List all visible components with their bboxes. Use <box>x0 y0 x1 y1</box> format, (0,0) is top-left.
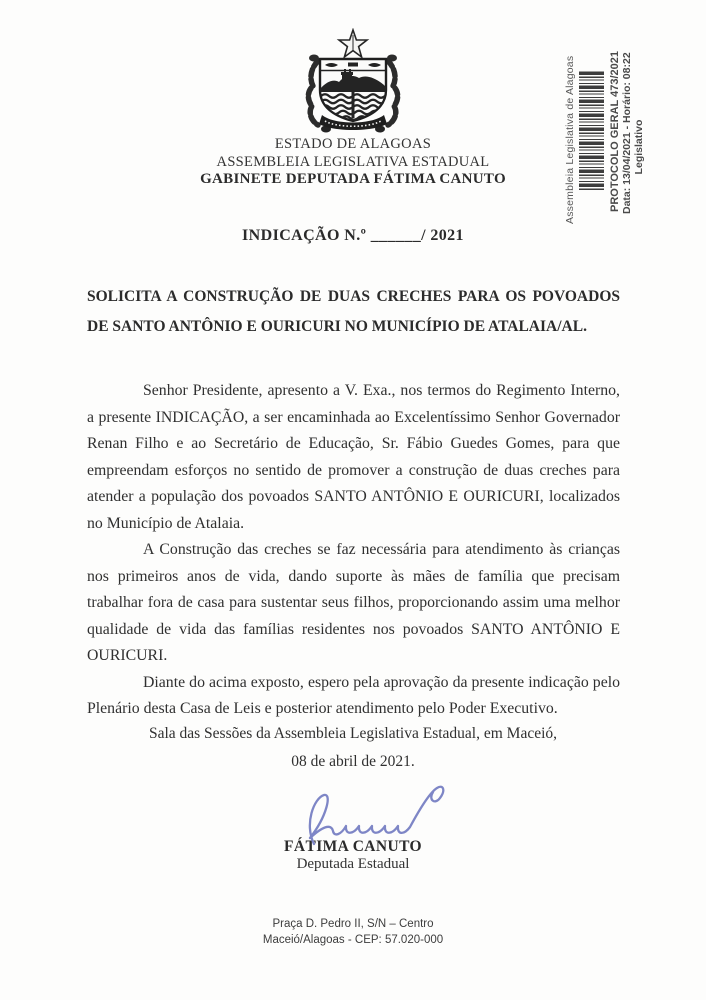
document-body <box>87 378 620 723</box>
letterhead-state: ESTADO DE ALAGOAS <box>274 136 432 152</box>
stamp-org-label: Assembleia Legislativa de Alagoas <box>564 55 576 224</box>
protocol-stamp <box>564 26 652 232</box>
stamp-sector-label: Legislativo <box>633 119 645 175</box>
signer-role: Deputada Estadual <box>296 856 410 872</box>
handwritten-signature-icon <box>270 782 480 860</box>
closing-place: Sala das Sessões da Assembleia Legislativa Estadual, em Maceió, <box>148 725 558 742</box>
closing-block <box>0 720 706 776</box>
document-subject: SOLICITA A CONSTRUÇÃO DE DUAS CRECHES PARA OS POVOADOS DE SANTO ANTÔNIO E OURICURI NO MUNICÍPIO DE ATALAIA/AL. <box>87 288 620 335</box>
signer-name: FÁTIMA CANUTO <box>284 838 422 855</box>
footer-address-line1: Praça D. Pedro II, S/N – Centro <box>272 918 434 930</box>
left-branch-icon <box>308 61 318 125</box>
right-branch-icon <box>388 61 398 125</box>
footer-address-line2: Maceió/Alagoas - CEP: 57.020-000 <box>262 934 444 946</box>
barcode-icon <box>579 70 604 190</box>
letterhead-assembly: ASSEMBLEIA LEGISLATIVA ESTADUAL <box>216 153 490 170</box>
body-paragraph: A Construção das creches se faz necessária para atendimento às crianças nos primeiros anos de vida, dando suporte às mães de família que precisam trabalhar fora de casa para sustentar seus filhos, proporcionando assim uma melhor qualidade de vida das famílias residentes nos povoados SANTO ANTÔNIO E OURICURI. <box>87 541 620 664</box>
closing-date: 08 de abril de 2021. <box>291 753 415 770</box>
body-paragraph: Diante do acima exposto, espero pela aprovação da presente indicação pelo Plenário desta Casa de Leis e posterior atendimento pelo Poder Executivo. <box>87 673 620 717</box>
footer-address <box>0 916 706 948</box>
stamp-date-time: Data: 13/04/2021 - Horário: 08:22 <box>621 52 633 214</box>
alagoas-coat-of-arms-icon <box>292 28 414 134</box>
signature-block <box>0 782 706 873</box>
stamp-protocol-number: PROTOCOLO GERAL 473/2021 <box>609 51 621 212</box>
letterhead-office: GABINETE DEPUTADA FÁTIMA CANUTO <box>200 171 506 187</box>
body-paragraph: Senhor Presidente, apresento a V. Exa., nos termos do Regimento Interno, a presente INDICAÇÃO, a ser encaminhada ao Excelentíssimo Senhor Governador Renan Filho e ao Secretário de Educação, Sr. Fábio Guedes Gomes, para que empreendam esforços no sentido de promover a construção de duas creches para atender a população dos povoados SANTO ANTÔNIO E OURICURI, localizados no Município de Atalaia. <box>87 382 620 532</box>
document-title: INDICAÇÃO N.º ______/ 2021 <box>242 227 464 244</box>
